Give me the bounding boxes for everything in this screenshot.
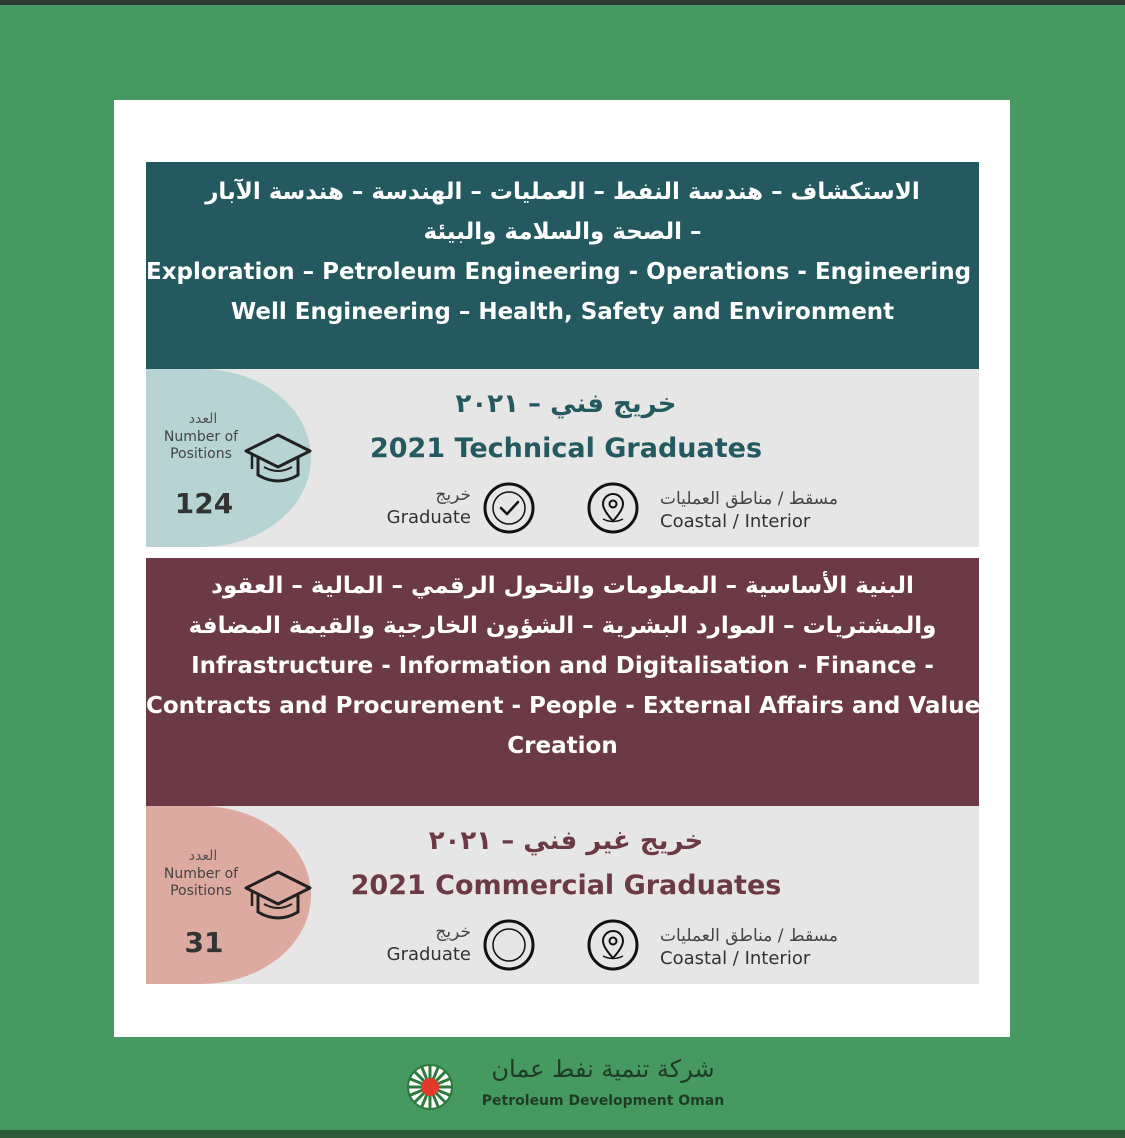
commercial-areas-panel <box>146 558 979 806</box>
technical-graduates-section <box>146 369 979 547</box>
title-ar: خريج فني – ٢٠٢١ <box>455 389 677 419</box>
count-label-ar: العدد <box>188 411 218 427</box>
technical-areas-ar-line-2: – الصحة والسلامة والبيئة <box>423 219 702 245</box>
graduation-cap-icon <box>244 868 312 928</box>
company-name-ar: شركة تنمية نفط عمان <box>491 1055 715 1083</box>
graduate-label-ar: خريج <box>435 485 471 505</box>
commercial-areas-en-line-3: Creation <box>507 733 618 759</box>
commercial-graduates-section <box>146 806 979 984</box>
commercial-areas-ar-line-2: والمشتريات – الموارد البشرية – الشؤون الخارجية والقيمة المضافة <box>188 613 937 639</box>
pdo-emblem-icon <box>402 1059 466 1111</box>
commercial-areas-en-line-1: Infrastructure - Information and Digitalisation - Finance - <box>191 653 934 679</box>
positions-count: 124 <box>174 487 234 520</box>
graduate-label-en: Graduate <box>386 944 471 965</box>
commercial-areas-en-line-2: Contracts and Procurement - People - External Affairs and Value <box>146 693 981 719</box>
graduate-label-en: Graduate <box>386 507 471 528</box>
location-label-ar: مسقط / مناطق العمليات <box>660 489 838 509</box>
technical-areas-en-line-1: Exploration – Petroleum Engineering - Operations - Engineering – <box>146 259 991 285</box>
location-label-en: Coastal / Interior <box>660 948 811 969</box>
company-name-en: Petroleum Development Oman <box>481 1093 725 1109</box>
location-pin-icon <box>586 481 640 535</box>
location-label-en: Coastal / Interior <box>660 511 811 532</box>
location-label-ar: مسقط / مناطق العمليات <box>660 926 838 946</box>
pdo-logo <box>400 1055 730 1115</box>
title-ar: خريج غير فني – ٢٠٢١ <box>428 826 704 856</box>
count-label-en: Number of Positions <box>163 429 239 462</box>
circle-icon <box>482 918 536 972</box>
technical-areas-ar-line-1: الاستكشاف – هندسة النفط – العمليات – الهندسة – هندسة الآبار <box>205 179 920 205</box>
count-label-ar: العدد <box>188 848 218 864</box>
check-circle-icon <box>482 481 536 535</box>
top-border <box>0 0 1125 5</box>
technical-areas-en-line-2: Well Engineering – Health, Safety and Environment <box>230 299 895 325</box>
graduation-cap-icon <box>244 431 312 491</box>
technical-areas-panel <box>146 162 991 370</box>
bottom-border <box>0 1130 1125 1138</box>
title-en: 2021 Technical Graduates <box>369 433 763 464</box>
title-en: 2021 Commercial Graduates <box>350 870 782 901</box>
positions-count: 31 <box>184 926 224 959</box>
location-pin-icon <box>586 918 640 972</box>
commercial-areas-ar-line-1: البنية الأساسية – المعلومات والتحول الرقمي – المالية – العقود <box>211 573 914 599</box>
count-label-en: Number of Positions <box>163 866 239 899</box>
graduate-label-ar: خريج <box>435 922 471 942</box>
